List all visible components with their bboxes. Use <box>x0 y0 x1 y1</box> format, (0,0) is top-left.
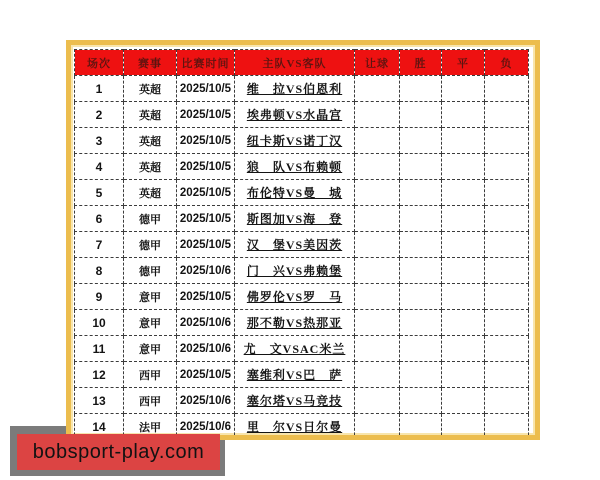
league-cell: 西甲 <box>124 388 177 414</box>
draw-cell <box>442 206 485 232</box>
draw-cell <box>442 388 485 414</box>
win-cell <box>400 388 442 414</box>
no-cell: 2 <box>75 102 124 128</box>
match-schedule-frame <box>66 40 540 440</box>
table-row <box>75 232 529 258</box>
table-row <box>75 284 529 310</box>
match-cell: 汉 堡VS美因茨 <box>235 232 355 258</box>
no-cell: 5 <box>75 180 124 206</box>
handicap-cell <box>355 180 400 206</box>
league-cell: 英超 <box>124 102 177 128</box>
loss-cell <box>485 362 529 388</box>
loss-cell <box>485 284 529 310</box>
date-cell: 2025/10/5 <box>177 128 235 154</box>
league-cell: 英超 <box>124 128 177 154</box>
loss-cell <box>485 102 529 128</box>
league-cell: 德甲 <box>124 258 177 284</box>
league-cell: 德甲 <box>124 232 177 258</box>
no-cell: 10 <box>75 310 124 336</box>
table-row <box>75 336 529 362</box>
handicap-cell <box>355 362 400 388</box>
win-cell <box>400 336 442 362</box>
no-cell: 8 <box>75 258 124 284</box>
col-header-home-vs-away: 主队VS客队 <box>235 50 355 76</box>
watermark-text: bobsport-play.com <box>32 440 205 463</box>
table-row <box>75 310 529 336</box>
date-cell: 2025/10/5 <box>177 362 235 388</box>
col-header-loss: 负 <box>485 50 529 76</box>
loss-cell <box>485 128 529 154</box>
match-cell: 埃弗顿VS水晶宫 <box>235 102 355 128</box>
loss-cell <box>485 310 529 336</box>
win-cell <box>400 258 442 284</box>
draw-cell <box>442 414 485 440</box>
date-cell: 2025/10/6 <box>177 388 235 414</box>
league-cell: 德甲 <box>124 206 177 232</box>
no-cell: 11 <box>75 336 124 362</box>
col-header-draw: 平 <box>442 50 485 76</box>
date-cell: 2025/10/5 <box>177 154 235 180</box>
match-cell: 狼 队VS布赖顿 <box>235 154 355 180</box>
match-cell: 布伦特VS曼 城 <box>235 180 355 206</box>
loss-cell <box>485 414 529 440</box>
no-cell: 13 <box>75 388 124 414</box>
match-cell: 那不勒VS热那亚 <box>235 310 355 336</box>
col-header-match-no: 场次 <box>75 50 124 76</box>
no-cell: 12 <box>75 362 124 388</box>
win-cell <box>400 206 442 232</box>
watermark-badge <box>17 434 220 470</box>
match-schedule-table <box>74 49 529 440</box>
handicap-cell <box>355 258 400 284</box>
match-cell: 门 兴VS弗赖堡 <box>235 258 355 284</box>
league-cell: 英超 <box>124 76 177 102</box>
league-cell: 英超 <box>124 180 177 206</box>
win-cell <box>400 154 442 180</box>
draw-cell <box>442 76 485 102</box>
no-cell: 3 <box>75 128 124 154</box>
date-cell: 2025/10/5 <box>177 284 235 310</box>
no-cell: 7 <box>75 232 124 258</box>
table-row <box>75 180 529 206</box>
match-cell: 塞尔塔VS马竞技 <box>235 388 355 414</box>
draw-cell <box>442 128 485 154</box>
draw-cell <box>442 102 485 128</box>
win-cell <box>400 102 442 128</box>
date-cell: 2025/10/5 <box>177 180 235 206</box>
date-cell: 2025/10/6 <box>177 310 235 336</box>
win-cell <box>400 414 442 440</box>
draw-cell <box>442 154 485 180</box>
handicap-cell <box>355 414 400 440</box>
league-cell: 意甲 <box>124 336 177 362</box>
table-row <box>75 102 529 128</box>
match-cell: 塞维利VS巴 萨 <box>235 362 355 388</box>
handicap-cell <box>355 284 400 310</box>
handicap-cell <box>355 206 400 232</box>
win-cell <box>400 284 442 310</box>
col-header-handicap: 让球 <box>355 50 400 76</box>
match-cell: 尤 文VSAC米兰 <box>235 336 355 362</box>
handicap-cell <box>355 128 400 154</box>
handicap-cell <box>355 102 400 128</box>
col-header-league: 赛事 <box>124 50 177 76</box>
loss-cell <box>485 154 529 180</box>
league-cell: 西甲 <box>124 362 177 388</box>
draw-cell <box>442 232 485 258</box>
match-cell: 斯图加VS海 登 <box>235 206 355 232</box>
win-cell <box>400 128 442 154</box>
loss-cell <box>485 180 529 206</box>
table-row <box>75 362 529 388</box>
handicap-cell <box>355 336 400 362</box>
win-cell <box>400 76 442 102</box>
no-cell: 9 <box>75 284 124 310</box>
win-cell <box>400 310 442 336</box>
draw-cell <box>442 284 485 310</box>
no-cell: 14 <box>75 414 124 440</box>
draw-cell <box>442 180 485 206</box>
no-cell: 4 <box>75 154 124 180</box>
league-cell: 意甲 <box>124 284 177 310</box>
loss-cell <box>485 206 529 232</box>
table-row <box>75 258 529 284</box>
match-cell: 纽卡斯VS诺丁汉 <box>235 128 355 154</box>
win-cell <box>400 232 442 258</box>
date-cell: 2025/10/5 <box>177 102 235 128</box>
table-row <box>75 76 529 102</box>
league-cell: 法甲 <box>124 414 177 440</box>
table-row <box>75 128 529 154</box>
win-cell <box>400 180 442 206</box>
table-body <box>75 76 529 440</box>
draw-cell <box>442 258 485 284</box>
no-cell: 1 <box>75 76 124 102</box>
date-cell: 2025/10/5 <box>177 206 235 232</box>
loss-cell <box>485 232 529 258</box>
loss-cell <box>485 336 529 362</box>
draw-cell <box>442 362 485 388</box>
match-cell: 里 尔VS日尔曼 <box>235 414 355 440</box>
match-cell: 维 拉VS伯恩利 <box>235 76 355 102</box>
date-cell: 2025/10/6 <box>177 414 235 440</box>
col-header-win: 胜 <box>400 50 442 76</box>
table-row <box>75 154 529 180</box>
handicap-cell <box>355 232 400 258</box>
match-cell: 佛罗伦VS罗 马 <box>235 284 355 310</box>
table-row <box>75 388 529 414</box>
no-cell: 6 <box>75 206 124 232</box>
loss-cell <box>485 258 529 284</box>
league-cell: 英超 <box>124 154 177 180</box>
loss-cell <box>485 388 529 414</box>
handicap-cell <box>355 310 400 336</box>
col-header-match-time: 比赛时间 <box>177 50 235 76</box>
draw-cell <box>442 310 485 336</box>
date-cell: 2025/10/6 <box>177 336 235 362</box>
league-cell: 意甲 <box>124 310 177 336</box>
date-cell: 2025/10/5 <box>177 76 235 102</box>
handicap-cell <box>355 76 400 102</box>
header-row <box>75 50 529 76</box>
draw-cell <box>442 336 485 362</box>
handicap-cell <box>355 154 400 180</box>
date-cell: 2025/10/5 <box>177 232 235 258</box>
handicap-cell <box>355 388 400 414</box>
table-row <box>75 206 529 232</box>
loss-cell <box>485 76 529 102</box>
win-cell <box>400 362 442 388</box>
date-cell: 2025/10/6 <box>177 258 235 284</box>
